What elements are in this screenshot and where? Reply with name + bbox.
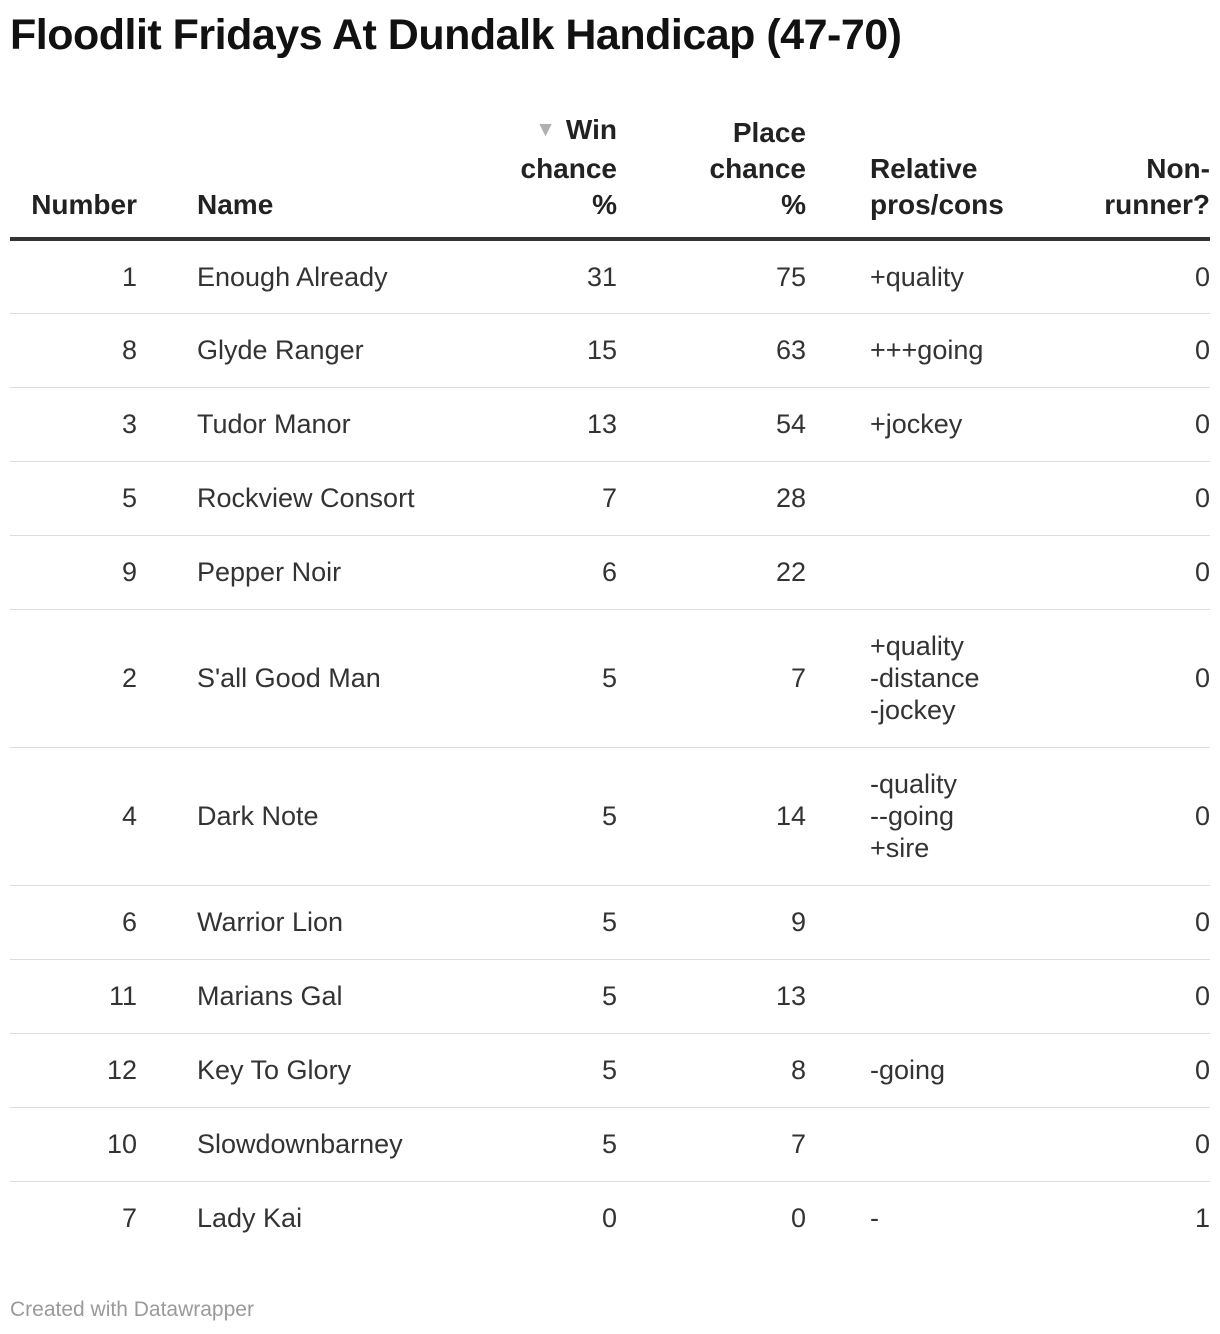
cell-win-chance: 5 (427, 959, 617, 1033)
cell-number: 8 (10, 313, 137, 387)
cell-place-chance: 7 (617, 1107, 806, 1181)
cell-non-runner: 0 (1065, 313, 1210, 387)
column-header-label-line: pros/cons (870, 189, 1004, 220)
column-header-label-line: runner? (1104, 189, 1210, 220)
column-header-label-line: Win (565, 114, 617, 145)
column-header-label-line: chance (709, 153, 806, 184)
table-row (10, 609, 1210, 747)
cell-place-chance: 7 (617, 609, 806, 747)
cell-place-chance: 54 (617, 387, 806, 461)
cell-non-runner: 0 (1065, 535, 1210, 609)
pros-cons-item: - (870, 1203, 879, 1234)
cell-number: 1 (10, 239, 137, 313)
cell-pros-cons (806, 1033, 1065, 1107)
attribution-footer: Created with Datawrapper (10, 1298, 254, 1321)
cell-win-chance: 5 (427, 609, 617, 747)
cell-win-chance: 5 (427, 1033, 617, 1107)
cell-pros-cons (806, 747, 1065, 885)
cell-win-chance: 6 (427, 535, 617, 609)
cell-place-chance: 75 (617, 239, 806, 313)
column-header-label-line: Relative (870, 153, 978, 184)
table-row (10, 387, 1210, 461)
pros-cons-item: -distance (870, 663, 980, 693)
cell-number: 3 (10, 387, 137, 461)
cell-non-runner: 0 (1065, 747, 1210, 885)
column-header-place-chance[interactable] (617, 112, 806, 239)
cell-place-chance: 28 (617, 461, 806, 535)
cell-name: Lady Kai (197, 1203, 303, 1234)
cell-number: 6 (10, 885, 137, 959)
column-header-non-runner[interactable] (1065, 112, 1210, 239)
pros-cons-item: +quality (870, 261, 964, 292)
cell-name: Marians Gal (137, 959, 427, 1033)
cell-name: Key To Glory (137, 1033, 427, 1107)
table-row (10, 1181, 1210, 1255)
cell-number: 12 (10, 1033, 137, 1107)
cell-name: Glyde Ranger (137, 313, 427, 387)
pros-cons-item: +jockey (870, 409, 963, 439)
cell-number: 7 (121, 1203, 137, 1234)
sort-descending-icon: ▼ (535, 118, 556, 141)
pros-cons-item: -quality (870, 769, 958, 799)
cell-number: 10 (10, 1107, 137, 1181)
cell-place-chance: 0 (790, 1203, 806, 1234)
column-header-pros-cons[interactable] (806, 112, 1065, 239)
cell-pros-cons (806, 387, 1065, 461)
pros-cons-item: +sire (870, 833, 930, 863)
cell-win-chance: 13 (427, 387, 617, 461)
cell-name: Dark Note (137, 747, 427, 885)
cell-name: S'all Good Man (137, 609, 427, 747)
cell-number: 9 (10, 535, 137, 609)
pros-cons-item: +quality (870, 631, 964, 661)
cell-place-chance: 63 (617, 313, 806, 387)
cell-name: Enough Already (137, 239, 427, 313)
column-header-name[interactable] (137, 112, 427, 239)
cell-pros-cons (806, 535, 1065, 609)
cell-win-chance: 15 (427, 313, 617, 387)
table-row (10, 239, 1210, 313)
cell-win-chance: 7 (427, 461, 617, 535)
column-header-number[interactable] (10, 112, 137, 239)
column-header-label-line: % (592, 189, 617, 220)
column-header-label: Number (31, 189, 137, 220)
cell-win-chance: 0 (601, 1203, 617, 1234)
cell-non-runner: 1 (1194, 1203, 1210, 1234)
table-row (10, 1033, 1210, 1107)
cell-place-chance: 13 (617, 959, 806, 1033)
column-header-label: Name (197, 189, 274, 220)
cell-name: Slowdownbarney (137, 1107, 427, 1181)
cell-non-runner: 0 (1065, 239, 1210, 313)
cell-win-chance: 5 (427, 747, 617, 885)
cell-pros-cons (806, 609, 1065, 747)
cell-win-chance: 5 (427, 1107, 617, 1181)
cell-pros-cons (806, 1181, 1065, 1255)
cell-non-runner: 0 (1065, 1033, 1210, 1107)
cell-non-runner: 0 (1065, 609, 1210, 747)
column-header-label-line: Non- (1146, 153, 1210, 184)
cell-pros-cons (806, 239, 1065, 313)
pros-cons-item: +++going (870, 335, 984, 365)
cell-non-runner: 0 (1065, 387, 1210, 461)
cell-name: Pepper Noir (137, 535, 427, 609)
cell-non-runner: 0 (1065, 1107, 1210, 1181)
table-body (10, 239, 1210, 1255)
pros-cons-item: --going (870, 801, 955, 831)
cell-pros-cons (806, 1107, 1065, 1181)
cell-pros-cons (806, 959, 1065, 1033)
cell-non-runner: 0 (1065, 959, 1210, 1033)
cell-number: 5 (10, 461, 137, 535)
runners-table (10, 112, 1210, 1255)
pros-cons-item: -going (870, 1055, 946, 1085)
cell-pros-cons (806, 885, 1065, 959)
cell-win-chance: 31 (427, 239, 617, 313)
cell-name: Rockview Consort (137, 461, 427, 535)
cell-number: 4 (10, 747, 137, 885)
table-row (10, 1107, 1210, 1181)
cell-place-chance: 22 (617, 535, 806, 609)
cell-non-runner: 0 (1065, 885, 1210, 959)
cell-name: Warrior Lion (137, 885, 427, 959)
table-row (10, 959, 1210, 1033)
column-header-win-chance[interactable] (427, 112, 617, 239)
cell-number: 2 (10, 609, 137, 747)
cell-place-chance: 9 (617, 885, 806, 959)
column-header-label-line: chance (520, 153, 617, 184)
cell-pros-cons (806, 461, 1065, 535)
table-row (10, 461, 1210, 535)
cell-number: 11 (10, 959, 137, 1033)
cell-win-chance: 5 (427, 885, 617, 959)
column-header-label-line: % (781, 189, 806, 220)
table-row (10, 313, 1210, 387)
column-header-label-line: Place (732, 117, 806, 148)
cell-non-runner: 0 (1065, 461, 1210, 535)
page-title: Floodlit Fridays At Dundalk Handicap (47-70) (10, 11, 902, 59)
cell-name: Tudor Manor (137, 387, 427, 461)
table-row (10, 885, 1210, 959)
cell-pros-cons (806, 313, 1065, 387)
cell-place-chance: 14 (617, 747, 806, 885)
pros-cons-item: -jockey (870, 695, 956, 725)
table-row (10, 535, 1210, 609)
cell-place-chance: 8 (617, 1033, 806, 1107)
table-header-row (10, 112, 1210, 239)
table-row (10, 747, 1210, 885)
